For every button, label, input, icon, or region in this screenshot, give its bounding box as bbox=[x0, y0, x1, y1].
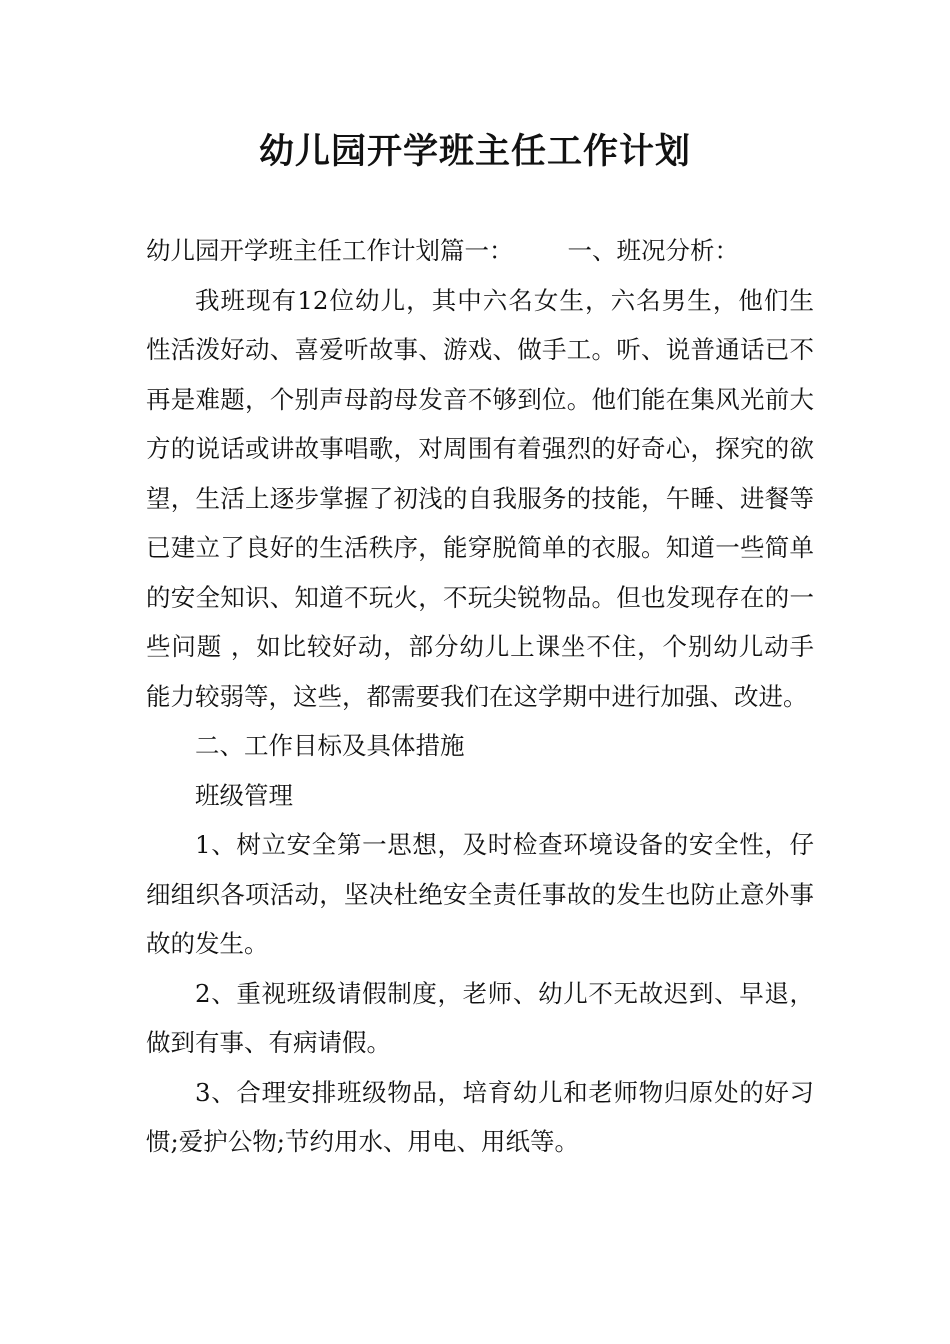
list-item-1: 1、树立安全第一思想，及时检查环境设备的安全性，仔细组织各项活动，坚决杜绝安全责任事故的发生也防止意外事故的发生。 bbox=[146, 830, 814, 958]
list-item-2: 2、重视班级请假制度，老师、幼儿不无故迟到、早退，做到有事、有病请假。 bbox=[146, 978, 814, 1057]
intro-line bbox=[146, 226, 814, 276]
document-body bbox=[146, 226, 814, 1167]
paragraph-class-analysis: 我班现有12位幼儿，其中六名女生，六名男生，他们生性活泼好动、喜爱听故事、游戏、做手工。听、说普通话已不再是难题，个别声母韵母发音不够到位。他们能在集风光前大方的说话或讲故事唱歌，对周围有着强烈的好奇心，探究的欲望，生活上逐步掌握了初浅的自我服务的技能，午睡、进餐等已建立了良好的生活秩序，能穿脱简单的衣服。知道一些简单的安全知识、知道不玩火，不玩尖锐物品。但也发现存在的一些问题 ，如比较好动，部分幼儿上课坐不住，个别幼儿动手能力较弱等，这些，都需要我们在这学期中进行加强、改进。 bbox=[146, 285, 814, 711]
intro-right: 一、班况分析： bbox=[567, 236, 739, 265]
subheading-class-management: 班级管理 bbox=[195, 780, 293, 810]
document-title: 幼儿园开学班主任工作计划 bbox=[258, 132, 691, 172]
section-heading-goals: 二、工作目标及具体措施 bbox=[195, 731, 465, 760]
intro-left: 幼儿园开学班主任工作计划篇一： bbox=[146, 236, 514, 265]
list-item-3: 3、合理安排班级物品，培育幼儿和老师物归原处的好习惯;爱护公物;节约用水、用电、用纸等。 bbox=[146, 1077, 814, 1156]
